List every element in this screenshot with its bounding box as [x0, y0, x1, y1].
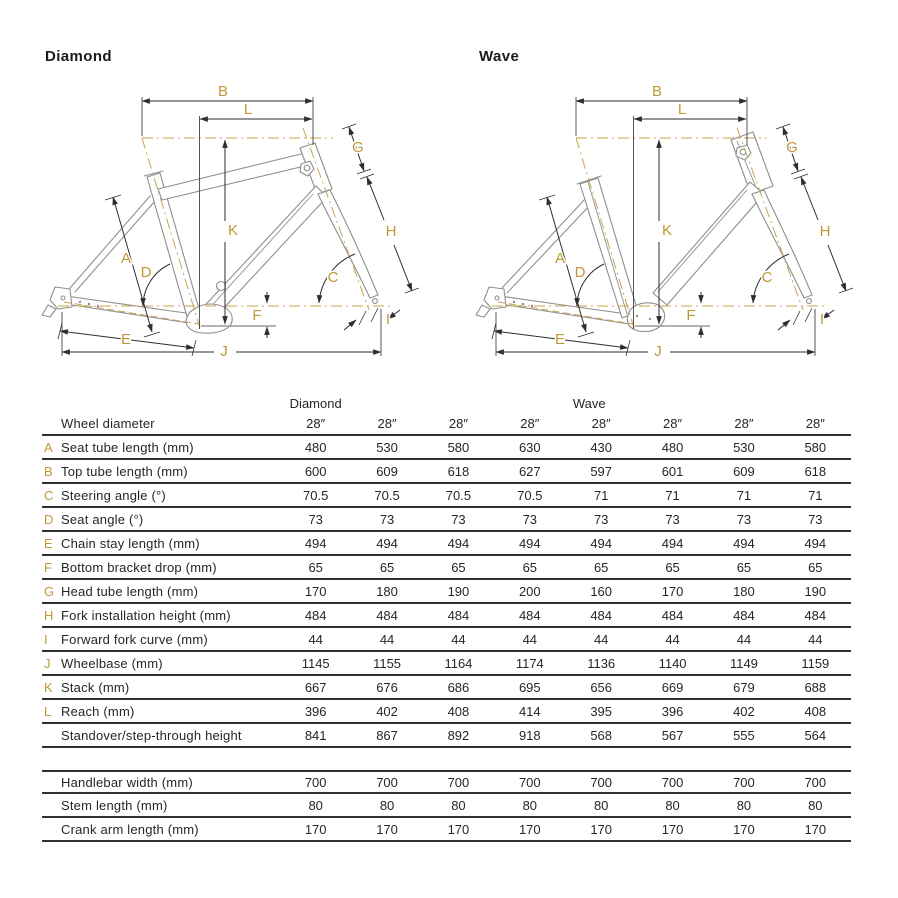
cell: 80: [308, 797, 323, 813]
cell: 408: [804, 703, 827, 719]
cell: 402: [733, 703, 755, 719]
cell: 1145: [301, 655, 330, 671]
cell: 597: [590, 463, 613, 479]
cell: 1140: [658, 655, 687, 671]
cell: 180: [733, 583, 755, 599]
cell: 70.5: [445, 487, 472, 503]
row-label-text: Crank arm length (mm): [61, 821, 199, 837]
cell: 170: [804, 821, 827, 837]
cell: 494: [733, 535, 755, 551]
cell: 568: [590, 727, 613, 743]
dimension-letter: L: [243, 101, 253, 118]
cell: 80: [808, 797, 823, 813]
cell: 80: [736, 797, 752, 813]
cell: 414: [518, 703, 541, 719]
cell: 65: [379, 559, 395, 575]
cell: 44: [379, 631, 395, 647]
cell: 396: [304, 703, 327, 719]
row-label: [42, 632, 280, 647]
row-label-text: Seat angle (°): [61, 511, 144, 527]
cell: 669: [661, 679, 684, 695]
row-label: [42, 416, 280, 431]
cell: 918: [518, 727, 541, 743]
cell: 44: [808, 631, 823, 647]
row-label: [42, 704, 280, 719]
table-row: [42, 628, 851, 652]
cell: 65: [522, 559, 538, 575]
cell: 73: [308, 511, 323, 527]
table-row: [42, 794, 851, 818]
dimension-letter: B: [651, 83, 663, 100]
cell: 28″: [591, 415, 611, 431]
cell: 1149: [729, 655, 758, 671]
dimension-letter: A: [554, 250, 566, 267]
cell: 73: [665, 511, 680, 527]
cell: 28″: [663, 415, 683, 431]
cell: 494: [661, 535, 684, 551]
cell: 44: [593, 631, 609, 647]
cell: 28″: [448, 415, 468, 431]
cell: 71: [593, 487, 609, 503]
table-row: [42, 604, 851, 628]
cell: 65: [451, 559, 466, 575]
table-row: [42, 508, 851, 532]
cell: 80: [665, 797, 680, 813]
dimension-letter: A: [120, 250, 132, 267]
row-label: [42, 608, 280, 623]
row-label: [42, 512, 280, 527]
cell: 170: [304, 821, 327, 837]
cell: 480: [304, 439, 327, 455]
cell: 630: [518, 439, 541, 455]
row-label-text: Top tube length (mm): [61, 463, 188, 479]
dimension-lines: [58, 97, 419, 356]
cell: 395: [590, 703, 613, 719]
dimension-letter: E: [120, 331, 132, 348]
dimension-letter: I: [819, 311, 825, 328]
row-label: [42, 536, 280, 551]
dimension-letter: B: [217, 83, 229, 100]
cell: 170: [304, 583, 327, 599]
row-label: [42, 775, 280, 790]
cell: 70.5: [374, 487, 400, 503]
cell: 71: [808, 487, 823, 503]
cell: 170: [518, 821, 541, 837]
cell: 700: [733, 774, 755, 790]
wave-title: Wave: [479, 48, 520, 65]
cell: 73: [522, 511, 538, 527]
cell: 480: [661, 439, 684, 455]
cell: 170: [661, 583, 684, 599]
dimension-letter: D: [140, 264, 152, 281]
cell: 408: [447, 703, 470, 719]
cell: 1136: [587, 655, 616, 671]
dimension-letter: C: [327, 269, 339, 286]
cell: 494: [804, 535, 827, 551]
row-label: [42, 728, 280, 743]
cell: 564: [804, 727, 827, 743]
table-row: [42, 676, 851, 700]
cell: 601: [661, 463, 684, 479]
table-row: [42, 394, 851, 412]
dimension-lines-wave: [492, 97, 853, 356]
cell: 494: [376, 535, 398, 551]
table-row: [42, 532, 851, 556]
row-label-text: Wheel diameter: [61, 415, 155, 431]
cell: 530: [733, 439, 755, 455]
cell: 679: [733, 679, 755, 695]
row-letter: H: [44, 607, 54, 623]
cell: 73: [736, 511, 752, 527]
row-label: [42, 440, 280, 455]
table-row: [42, 580, 851, 604]
cell: 686: [447, 679, 470, 695]
cell: 170: [661, 821, 684, 837]
table-section-gap: [42, 748, 851, 770]
row-letter: L: [44, 703, 52, 719]
cell: 1155: [373, 655, 402, 671]
cell: 484: [518, 607, 541, 623]
cell: 609: [733, 463, 755, 479]
cell: 430: [590, 439, 613, 455]
row-label-text: Steering angle (°): [61, 487, 166, 503]
cell: 700: [590, 774, 613, 790]
cell: 28″: [377, 415, 397, 431]
dimension-letter: C: [761, 269, 773, 286]
dimension-letter: F: [252, 307, 262, 324]
cell: 867: [376, 727, 398, 743]
cell: 160: [590, 583, 613, 599]
cell: 80: [522, 797, 538, 813]
cell: 609: [376, 463, 398, 479]
cell: 627: [518, 463, 541, 479]
cell: 676: [376, 679, 398, 695]
row-letter: B: [44, 463, 53, 479]
cell: 688: [804, 679, 827, 695]
dimension-letter: E: [554, 331, 566, 348]
cell: 555: [733, 727, 755, 743]
dimension-letter: K: [661, 222, 673, 239]
cell: 65: [808, 559, 823, 575]
cell: 80: [593, 797, 609, 813]
table-row: [42, 412, 851, 436]
cell: 73: [593, 511, 609, 527]
table-row: [42, 556, 851, 580]
cell: 170: [733, 821, 755, 837]
cell: 44: [665, 631, 680, 647]
table-row: [42, 700, 851, 724]
row-label-text: Handlebar width (mm): [61, 774, 193, 790]
cell: 494: [518, 535, 541, 551]
cell: 618: [447, 463, 470, 479]
cell: 65: [665, 559, 680, 575]
table-row: [42, 724, 851, 748]
cell: 484: [304, 607, 327, 623]
row-label: [42, 680, 280, 695]
cell: 667: [304, 679, 327, 695]
cell: 600: [304, 463, 327, 479]
cell: 700: [804, 774, 827, 790]
row-label: [42, 584, 280, 599]
row-label-text: Bottom bracket drop (mm): [61, 559, 217, 575]
row-label: [42, 656, 280, 671]
row-label: [42, 560, 280, 575]
row-label-text: Stack (mm): [61, 679, 130, 695]
row-label-text: Chain stay length (mm): [61, 535, 200, 551]
cell: 484: [447, 607, 470, 623]
cell: 484: [661, 607, 684, 623]
row-letter: K: [44, 679, 53, 695]
cell: 494: [447, 535, 470, 551]
table-row: [42, 436, 851, 460]
table-row: [42, 818, 851, 842]
diamond-title: Diamond: [45, 48, 112, 65]
cell: 170: [590, 821, 613, 837]
table-row: [42, 652, 851, 676]
cell: 71: [736, 487, 752, 503]
cell: 1159: [801, 655, 830, 671]
cell: 44: [736, 631, 752, 647]
frame-geometry-diagrams: [0, 0, 898, 390]
cell: 618: [804, 463, 827, 479]
cell: 530: [376, 439, 398, 455]
row-letter: G: [44, 583, 55, 599]
cell: 44: [451, 631, 466, 647]
wave-column-group-header: Wave: [572, 395, 606, 411]
cell: 1164: [444, 655, 473, 671]
cell: 402: [376, 703, 398, 719]
dimension-letter: G: [786, 139, 798, 156]
dimension-letter: K: [227, 222, 239, 239]
cell: 190: [804, 583, 827, 599]
row-letter: D: [44, 511, 54, 527]
row-label: [42, 822, 280, 837]
row-letter: J: [44, 655, 51, 671]
row-label-text: Fork installation height (mm): [61, 607, 231, 623]
cell: 1174: [515, 655, 544, 671]
row-letter: F: [44, 559, 52, 575]
cell: 65: [593, 559, 609, 575]
row-letter: A: [44, 439, 53, 455]
table-row: [42, 770, 851, 794]
cell: 180: [376, 583, 398, 599]
dimension-letter: J: [654, 343, 662, 360]
diamond-frame-drawing: [42, 143, 378, 333]
cell: 28″: [520, 415, 540, 431]
dimension-letter: L: [677, 101, 687, 118]
row-label-text: Standover/step-through height: [61, 727, 242, 743]
dimension-letter: J: [220, 343, 228, 360]
cell: 73: [379, 511, 395, 527]
cell: 28″: [734, 415, 754, 431]
row-label-text: Seat tube length (mm): [61, 439, 194, 455]
cell: 892: [447, 727, 470, 743]
cell: 73: [808, 511, 823, 527]
cell: 484: [804, 607, 827, 623]
row-letter: E: [44, 535, 53, 551]
cell: 80: [379, 797, 395, 813]
geometry-table: [42, 394, 851, 842]
cell: 484: [733, 607, 755, 623]
cell: 170: [447, 821, 470, 837]
cell: 44: [522, 631, 538, 647]
cell: 494: [590, 535, 613, 551]
row-letter: I: [44, 631, 48, 647]
cell: 484: [590, 607, 613, 623]
cell: 28″: [306, 415, 326, 431]
cell: 695: [518, 679, 541, 695]
cell: 700: [518, 774, 541, 790]
cell: 396: [661, 703, 684, 719]
wave-frame-drawing: [476, 132, 812, 332]
row-label: [42, 488, 280, 503]
cell: 190: [447, 583, 470, 599]
dimension-letter: D: [574, 264, 586, 281]
dimension-letter: G: [352, 139, 364, 156]
cell: 494: [304, 535, 327, 551]
cell: 65: [308, 559, 323, 575]
diamond-column-group-header: Diamond: [289, 395, 342, 411]
dimension-letter: F: [686, 307, 696, 324]
cell: 73: [451, 511, 466, 527]
cell: 580: [447, 439, 470, 455]
row-letter: C: [44, 487, 54, 503]
cell: 580: [804, 439, 827, 455]
cell: 700: [661, 774, 684, 790]
cell: 841: [304, 727, 327, 743]
row-label-text: Reach (mm): [61, 703, 135, 719]
dimension-letter: H: [385, 223, 397, 240]
cell: 567: [661, 727, 684, 743]
row-label: [42, 798, 280, 813]
cell: 170: [376, 821, 398, 837]
cell: 700: [376, 774, 398, 790]
row-label: [42, 464, 280, 479]
cell: 65: [736, 559, 752, 575]
cell: 200: [518, 583, 541, 599]
cell: 700: [304, 774, 327, 790]
cell: 80: [451, 797, 466, 813]
row-label-text: Stem length (mm): [61, 797, 168, 813]
cell: 656: [590, 679, 613, 695]
row-label-text: Forward fork curve (mm): [61, 631, 208, 647]
cell: 700: [447, 774, 470, 790]
table-row: [42, 484, 851, 508]
row-label-text: Wheelbase (mm): [61, 655, 163, 671]
cell: 70.5: [517, 487, 543, 503]
cell: 71: [665, 487, 680, 503]
cell: 70.5: [303, 487, 329, 503]
cell: 484: [376, 607, 398, 623]
dimension-letter: I: [385, 311, 391, 328]
table-row: [42, 460, 851, 484]
row-label-text: Head tube length (mm): [61, 583, 199, 599]
dimension-letter: H: [819, 223, 831, 240]
cell: 44: [308, 631, 323, 647]
cell: 28″: [805, 415, 825, 431]
